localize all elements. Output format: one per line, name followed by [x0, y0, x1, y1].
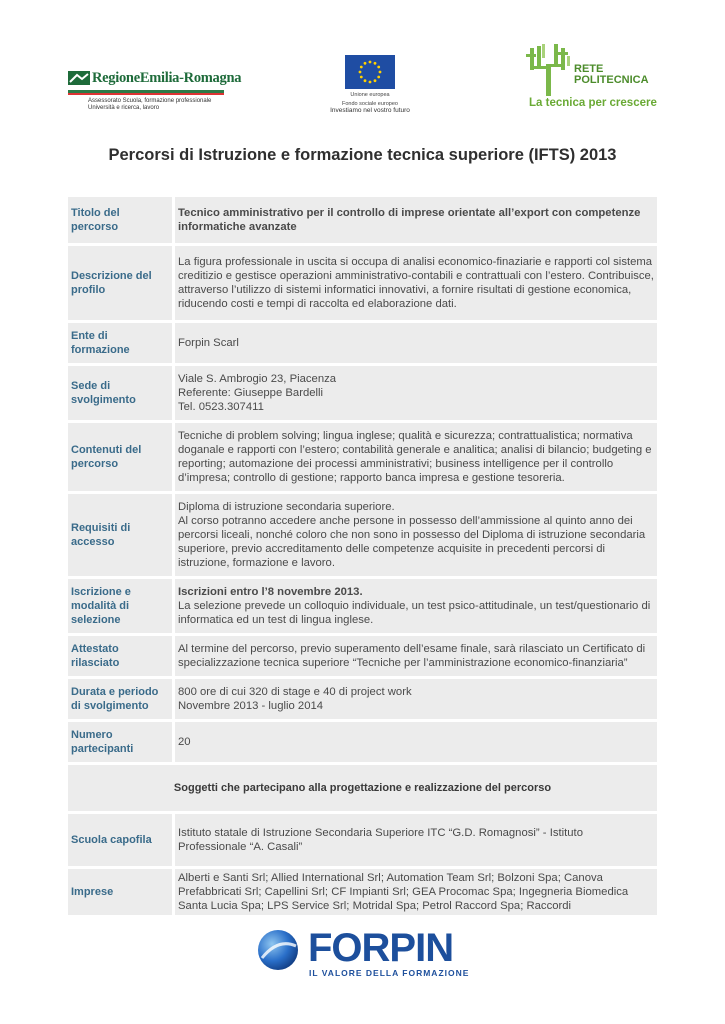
eu-line2: Fondo sociale europeo — [342, 101, 398, 107]
row-label: Durata e periodo di svolgimento — [68, 679, 175, 719]
rer-subtitle-line2: Università e ricerca, lavoro — [88, 105, 160, 111]
row-label: Titolo del percorso — [68, 197, 175, 243]
row-label: Descrizione del profilo — [68, 246, 175, 320]
table-row — [68, 423, 657, 491]
rer-subtitle-line1: Assessorato Scuola, formazione professionale — [88, 98, 212, 104]
row-value — [175, 366, 657, 420]
row-value — [175, 494, 657, 576]
iscrizione-deadline: Iscrizioni entro l’8 novembre 2013. — [178, 586, 363, 598]
row-label: Iscrizione e modalità di selezione — [68, 579, 175, 633]
section-heading: Soggetti che partecipano alla progettazione e realizzazione del percorso — [68, 765, 657, 811]
forpin-logo — [256, 926, 476, 982]
table-row — [68, 636, 657, 676]
row-label: Attestato rilasciato — [68, 636, 175, 676]
forpin-sphere-icon — [256, 928, 300, 972]
row-value: La figura professionale in uscita si occupa di analisi economico-finaziarie e rapporti col sistema creditizio e gestisce operazioni amministrativo-contabili e contrattuali con l’estero. Contribuisce, attraverso l’utilizzo di sistemi informatici innovativi, a fornire risultati di gestione economica, riducendo costi e tempi di raccolta ed elaborazione dati. — [175, 246, 657, 320]
table-row — [68, 246, 657, 320]
eu-flag-icon — [345, 55, 395, 89]
rete-slogan: La tecnica per crescere — [529, 97, 657, 109]
row-value — [175, 679, 657, 719]
table-row — [68, 366, 657, 420]
row-label: Imprese — [68, 869, 175, 915]
row-label: Requisiti di accesso — [68, 494, 175, 576]
row-label: Sede di svolgimento — [68, 366, 175, 420]
row-label: Contenuti del percorso — [68, 423, 175, 491]
tree-icon — [526, 44, 572, 96]
table-row — [68, 765, 657, 811]
rete-politecnica-logo — [526, 44, 666, 114]
rer-divider-red — [68, 93, 224, 95]
row-value: 20 — [175, 722, 657, 762]
table-row — [68, 679, 657, 719]
forpin-word: FORPIN — [308, 926, 454, 970]
requisiti-line2: Al corso potranno accedere anche persone in possesso dell’ammissione al quinto anno dei percorsi liceali, nonché coloro che non sono in possesso del Diploma di istruzione secondaria superiore, previo accreditamento delle competenze acquisite in precedenti percorsi di istruzione, formazione e lavoro. — [178, 515, 646, 569]
rete-line2: POLITECNICA — [574, 74, 649, 86]
durata-period: Novembre 2013 - luglio 2014 — [178, 700, 324, 712]
row-value: Istituto statale di Istruzione Secondaria Superiore ITC “G.D. Romagnosi” - Istituto Professionale “A. Casali” — [175, 814, 657, 866]
table-row — [68, 323, 657, 363]
eu-logo — [320, 55, 420, 115]
table-row — [68, 722, 657, 762]
eu-line1: Unione europea — [350, 92, 390, 98]
durata-hours: 800 ore di cui 320 di stage e 40 di project work — [178, 686, 412, 698]
row-value — [175, 579, 657, 633]
course-info-table — [68, 194, 657, 918]
iscrizione-selection: La selezione prevede un colloquio individuale, un test psico-attitudinale, un test/questionario di informatica ed un test di lingua inglese. — [178, 600, 651, 626]
page-title: Percorsi di Istruzione e formazione tecnica superiore (IFTS) 2013 — [108, 146, 617, 164]
table-row — [68, 869, 657, 915]
sede-address: Viale S. Ambrogio 23, Piacenza — [178, 373, 337, 385]
rete-line1: RETE — [574, 63, 604, 75]
row-value: Tecnico amministrativo per il controllo di imprese orientate all’export con competenze informatiche avanzate — [175, 197, 657, 243]
table-row — [68, 494, 657, 576]
row-value: Tecniche di problem solving; lingua inglese; qualità e sicurezza; contrattualistica; normativa doganale e rapporti con l’estero; contabilità generale e analitica; analisi di bilancio; budgeting e reporting; automazione dei processi amministrativi; business intelligence per il controllo d’impresa; controllo di gestione; rapporto banca impresa e gestione tesoreria. — [175, 423, 657, 491]
row-label: Numero partecipanti — [68, 722, 175, 762]
rer-name: RegioneEmilia-Romagna — [92, 70, 242, 86]
sede-phone: Tel. 0523.307411 — [178, 401, 264, 413]
forpin-tagline: IL VALORE DELLA FORMAZIONE — [309, 968, 470, 978]
table-row — [68, 579, 657, 633]
regione-flag-icon — [68, 71, 90, 85]
row-value: Al termine del percorso, previo superamento dell’esame finale, sarà rilasciato un Certificato di specializzazione tecnica superiore “Tecniche per l’amministrazione economico-finanziaria” — [175, 636, 657, 676]
rer-subtitle — [88, 98, 211, 112]
row-value: Forpin Scarl — [175, 323, 657, 363]
requisiti-line1: Diploma di istruzione secondaria superiore. — [178, 501, 395, 513]
table-row — [68, 814, 657, 866]
eu-line3: Investiamo nel vostro futuro — [330, 107, 410, 114]
header-logos — [0, 0, 725, 130]
sede-contact: Referente: Giuseppe Bardelli — [178, 387, 324, 399]
row-value: Alberti e Santi Srl; Allied International Srl; Automation Team Srl; Bolzoni Spa; Canova Prefabbricati Srl; Capellini Srl; CF Impianti Srl; GEA Procomac Spa; Ingegneria Biomedica Santa Lucia Spa; LPS Service Srl; Motridal Spa; Petrol Raccord Spa; Raccordi — [175, 869, 657, 915]
row-label: Scuola capofila — [68, 814, 175, 866]
table-row — [68, 197, 657, 243]
row-label: Ente di formazione — [68, 323, 175, 363]
